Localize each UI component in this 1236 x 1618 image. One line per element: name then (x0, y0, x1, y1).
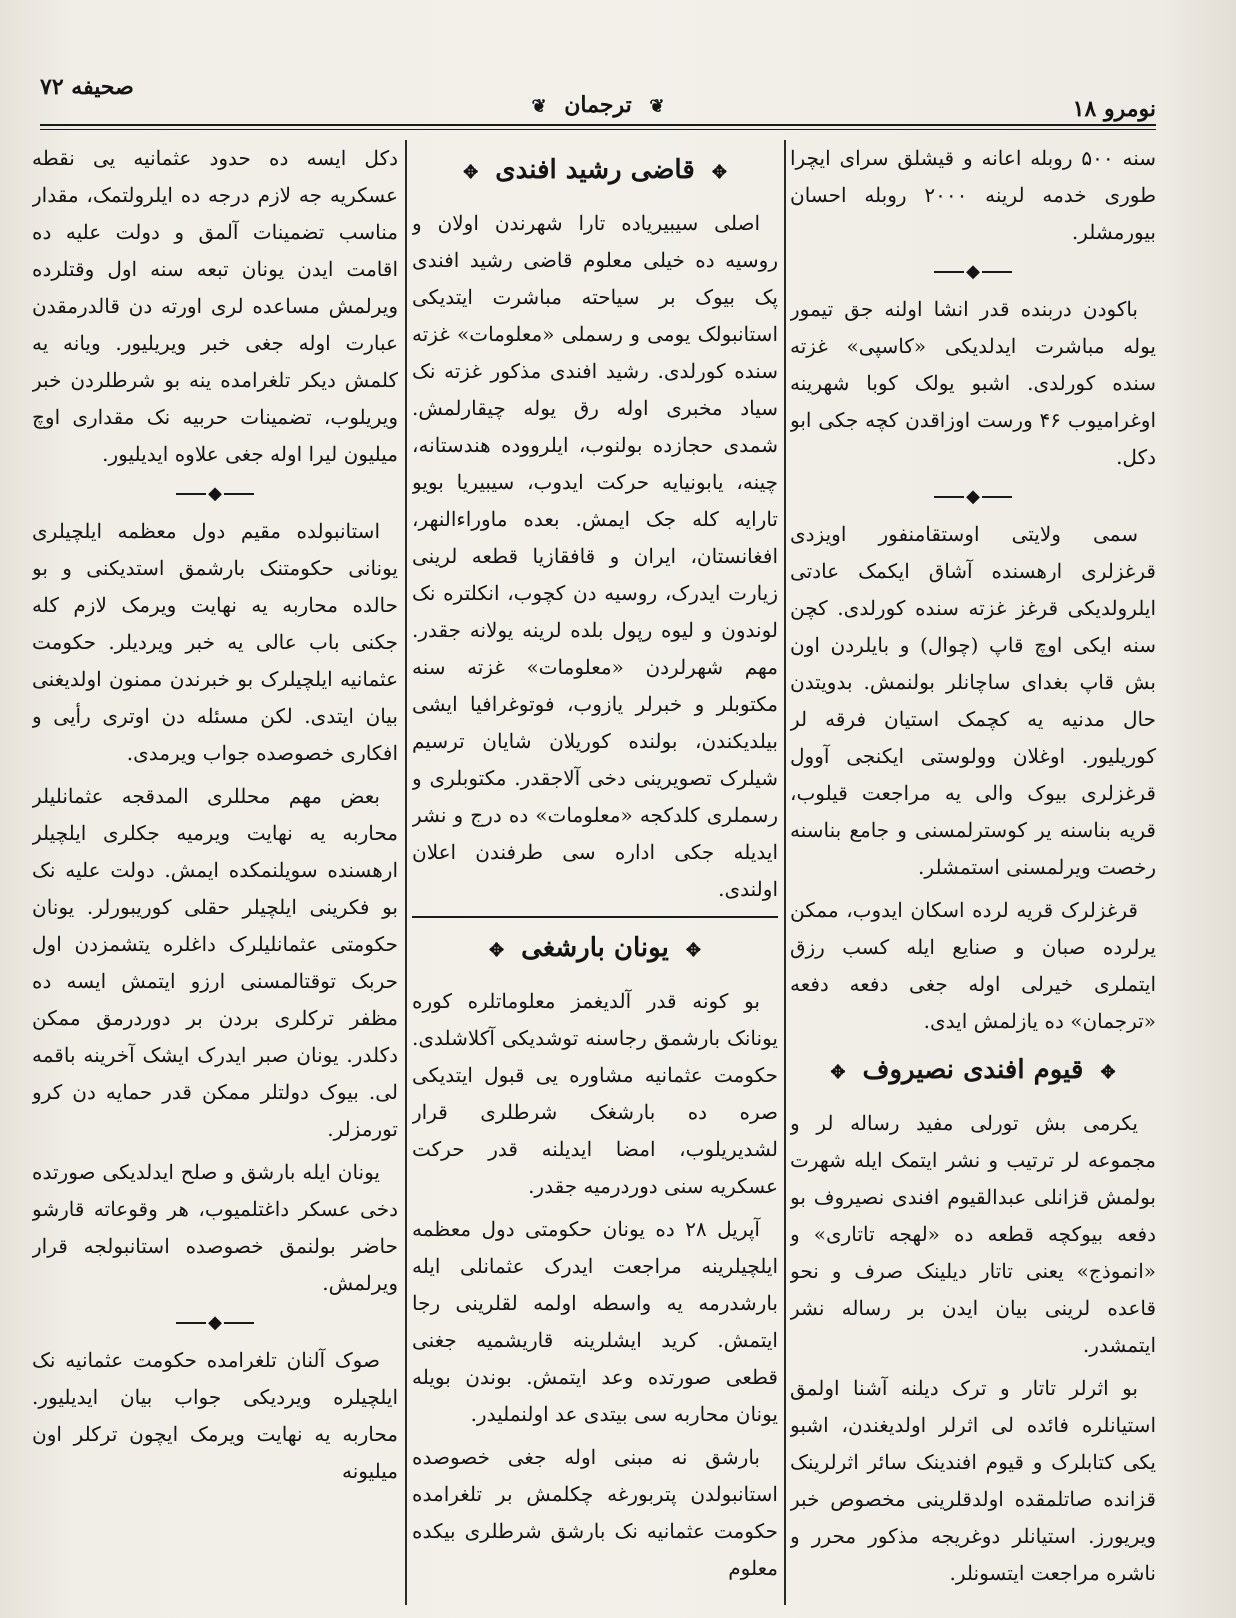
article-paragraph: دکل ایسه ده حدود عثمانیه یی نقطه عسکریه جه لازم درجه ده ایلرولتمک، مقدار مناسب تضمینات آلمق و دولت علیه ده اقامت ایدن یونان تبعه سنه اول وقتلرده ویرلمش مساعده لری اورته دن قالدرمقدن عبارت اوله جغی خبر ویریلیور. ویانه یه کلمش دیکر تلغرامده ینه بو شرطلردن خبر ویریلوب، تضمینات حربیه نک مقداری اوچ میلیون لیرا اوله جغی علاوه ایدیلیور. (32, 146, 398, 466)
page-number: صحیفه ۷۲ (40, 74, 134, 100)
article-heading (412, 150, 778, 193)
column-divider (784, 140, 786, 1605)
section-separator (32, 1308, 398, 1334)
diamond-icon: ◆ (208, 1311, 222, 1333)
article-paragraph: بو اثرلر تاتار و ترک دیلنه آشنا اولمق استیانلره فائده لی اثرلر اولدیغندن، اشبو یکی کتابلرک و قیوم افندینک سائر اثرلرینک قزانده صاتلمقده اولدقلرینی مخصوص خبر ویریورز. استیانلر دوغریجه مذکور محرر و ناشره مراجعت ایتسونلر. (790, 1376, 1156, 1585)
heading-ornament-icon: ✥ (463, 162, 479, 183)
diamond-icon: ◆ (966, 485, 980, 507)
heading-ornament-icon: ✥ (1100, 1062, 1116, 1083)
article-paragraph: باکودن دربنده قدر انشا اولنه جق تیمور یوله مباشرت ایدلدیکی «کاسپی» غزته سنده کورلدی. اشبو یولک کوبا شهرینه اوغرامیوب ۴۶ ورست اوزاقدن کچه جکی ابو دکل. (790, 297, 1156, 469)
column-divider (405, 140, 407, 1605)
article-paragraph: بارشق نه مبنی اوله جغی خصوصده استانبولدن پتربورغه چکلمش بر تلغرامده حکومت عثمانیه نک بارشق شرطلری بیکده معلوم (412, 1445, 778, 1580)
section-rule (412, 916, 778, 918)
column-left (32, 140, 398, 1610)
issue-number: نومرو ۱۸ (1072, 96, 1156, 122)
article-heading (412, 928, 778, 971)
masthead-ornament-icon: ❦ (649, 96, 665, 117)
article-paragraph: قرغزلرک قریه لرده اسکان ایدوب، ممکن یرلرده صبان و صنایع ایله کسب رزق ایتملری خیرلی اوله جغی دفعه دفعه «ترجمان» ده یازلمش ایدی. (790, 898, 1156, 1033)
diamond-icon: ◆ (966, 260, 980, 282)
masthead-ornament-icon: ❦ (531, 96, 547, 117)
article-paragraph: استانبولده مقیم دول معظمه ایلچیلری یونانی حکومتنک بارشمق استدیکنی و بو حالده محاربه یه نهایت ویرمک لازم کله جکنی باب عالی یه خبر ویردیلر. حکومت عثمانیه ایلچیلرک بو خبرندن ممنون اولدیغنی بیان ایتدی. لکن مسئله دن اوتری رأیی و افکاری خصوصده جواب ویرمدی. (32, 519, 398, 765)
article-heading-text: قاضی رشید افندی (495, 155, 695, 185)
article-paragraph: اصلی سیبیریاده تارا شهرندن اولان و روسیه ده خیلی معلوم قاضی رشید افندی پک بیوک بر سیاحته مباشرت ایتدیکی استانبولک یومی و رسملی «معلومات» غزته سنده کورلدی. رشید افندی مذکور غزته نک سیاد مخبری اوله رق یوله چیقارلمش. شمدی حجازده بولنوب، ایلرووده هندستانه، چینه، یابونیایه حرکت ایدوب، سیبیریا بویو تارایه کله جک ایمش. بعده ماوراءالنهر، افغانستان، ایران و قافقازیا قطعه لرینی زیارت ایدرک، روسیه دن کچوب، انکلتره نک لوندون و لیوه رپول بلده لرینه یولانه جقدر. مهم شهرلردن «معلومات» غزته سنه مکتوبلر و خبرلر یازوب، فوتوغرافیا ایشی بیلدیکندن، بولنده کوریلان شایان ترسیم شیلرک تصویرینی دخی آلاجقدر. مکتوبلری و رسملری کلدکجه «معلومات» ده درج و نشر ایدیله جکی اداره سی طرفندن اعلان اولندی. (412, 211, 778, 901)
article-paragraph: یونان ایله بارشق و صلح ایدلدیکی صورتده دخی عسکر داغتلمیوب، هر وقوعاته قارشو حاضر بولنمق خصوصده استانبولجه قرار ویرلمش. (32, 1160, 398, 1295)
article-paragraph: یکرمی بش تورلی مفید رساله لر و مجموعه لر ترتیب و نشر ایتمک ایله شهرت بولمش قزانلی عبدالقیوم افندی نصیروف بو دفعه بیوکچه قطعه ده «لهجه تاتاری» و «انموذج» یعنی تاتار دیلینک صرف و نحو قاعده لرینی بیان ایدن بر رساله نشر ایتمشدر. (790, 1111, 1156, 1357)
column-right (790, 140, 1156, 1610)
section-separator (790, 482, 1156, 508)
heading-ornament-icon: ✥ (489, 940, 505, 961)
article-paragraph: صوک آلنان تلغرامده حکومت عثمانیه نک ایلچیلره ویردیکی جواب بیان ایدیلیور. محاربه یه نهایت ویرمک ایچون ترکلر اون میلیونه (32, 1348, 398, 1483)
heading-ornament-icon: ✥ (711, 162, 727, 183)
article-paragraph: آپریل ۲۸ ده یونان حکومتی دول معظمه ایلچیلرینه مراجعت ایدرک عثمانلی ایله بارشدرمه یه واسطه اولمه لقلرینی رجا ایتمش. کرید ایشلرینه قاریشمیه جغنی قطعی صورتده وعد ایتمش. بوندن بویله یونان محاربه سی بیتدی عد اولنملیدر. (412, 1217, 778, 1426)
article-heading-text: یونان بارشغی (521, 933, 669, 963)
header-rule-thin (40, 129, 1156, 130)
column-middle (412, 140, 778, 1610)
article-heading (790, 1050, 1156, 1093)
section-separator (790, 257, 1156, 283)
section-separator (32, 479, 398, 505)
article-paragraph: بو کونه قدر آلدیغمز معلوماتلره کوره یونانک بارشمق رجاسنه توشدیکی آکلاشلدی. حکومت عثمانیه مشاوره یی قبول ایتدیکی صره ده بارشغک شرطلری قرار لشدیریلوب، امضا ایدیلنه قدر حرکت عسکریه سنی دوردرمیه جقدر. (412, 989, 778, 1198)
newspaper-title: ترجمان (564, 92, 632, 118)
header-rule (40, 124, 1156, 126)
article-paragraph: بعض مهم محللری المدقجه عثمانلیلر محاربه یه نهایت ویرمیه جکلری ایلچیلر ارهسنده سویلنمکده ایمش. دولت علیه نک بو فکرینی ایلچیلر حقلی کوریبورلر. یونان حکومتی عثمانلیلرک داغلره یتشمزدن اول حربک توقتالمسنی ارزو ایتمش ایسه ده مظفر ترکلری بردن بر دوردرمق ممکن دکلدر. یونان صبر ایدرک ایشک آخرینه باقمه لی. بیوک دولتلر ممکن قدر حمایه دن کرو تورمزلر. (32, 784, 398, 1141)
masthead (40, 92, 1156, 118)
article-heading-text: قیوم افندی نصیروف (862, 1055, 1084, 1085)
article-paragraph: سمی ولایتی اوستقامنفور اویزدی قرغزلری ارهسنده آشاق ایکمک عادتی ایلرولدیکی قرغز غزته سنده کورلدی. کچن سنه ایکی اوچ قاپ (چوال) و بایلردن اون بش قاپ بغدای ساچانلر بولنمش. بدویتدن حال مدنیه یه کچمک استیان فرقه لر کوریلیور. اوغلان وولوستی ایکنجی آوول قرغزلری بیوک والی یه مراجعت قیلوب، قریه بناسنه یر کوسترلمسنی و جامع بناسنه رخصت ویرلمسنی استمشلر. (790, 522, 1156, 879)
heading-ornament-icon: ✥ (685, 940, 701, 961)
page-header (40, 66, 1156, 122)
heading-ornament-icon: ✥ (830, 1062, 846, 1083)
article-paragraph: سنه ۵۰۰ روبله اعانه و قیشلق سرای ایچرا طوری خدمه لرینه ۲۰۰۰ روبله احسان بیورمشلر. (790, 146, 1156, 244)
diamond-icon: ◆ (208, 482, 222, 504)
